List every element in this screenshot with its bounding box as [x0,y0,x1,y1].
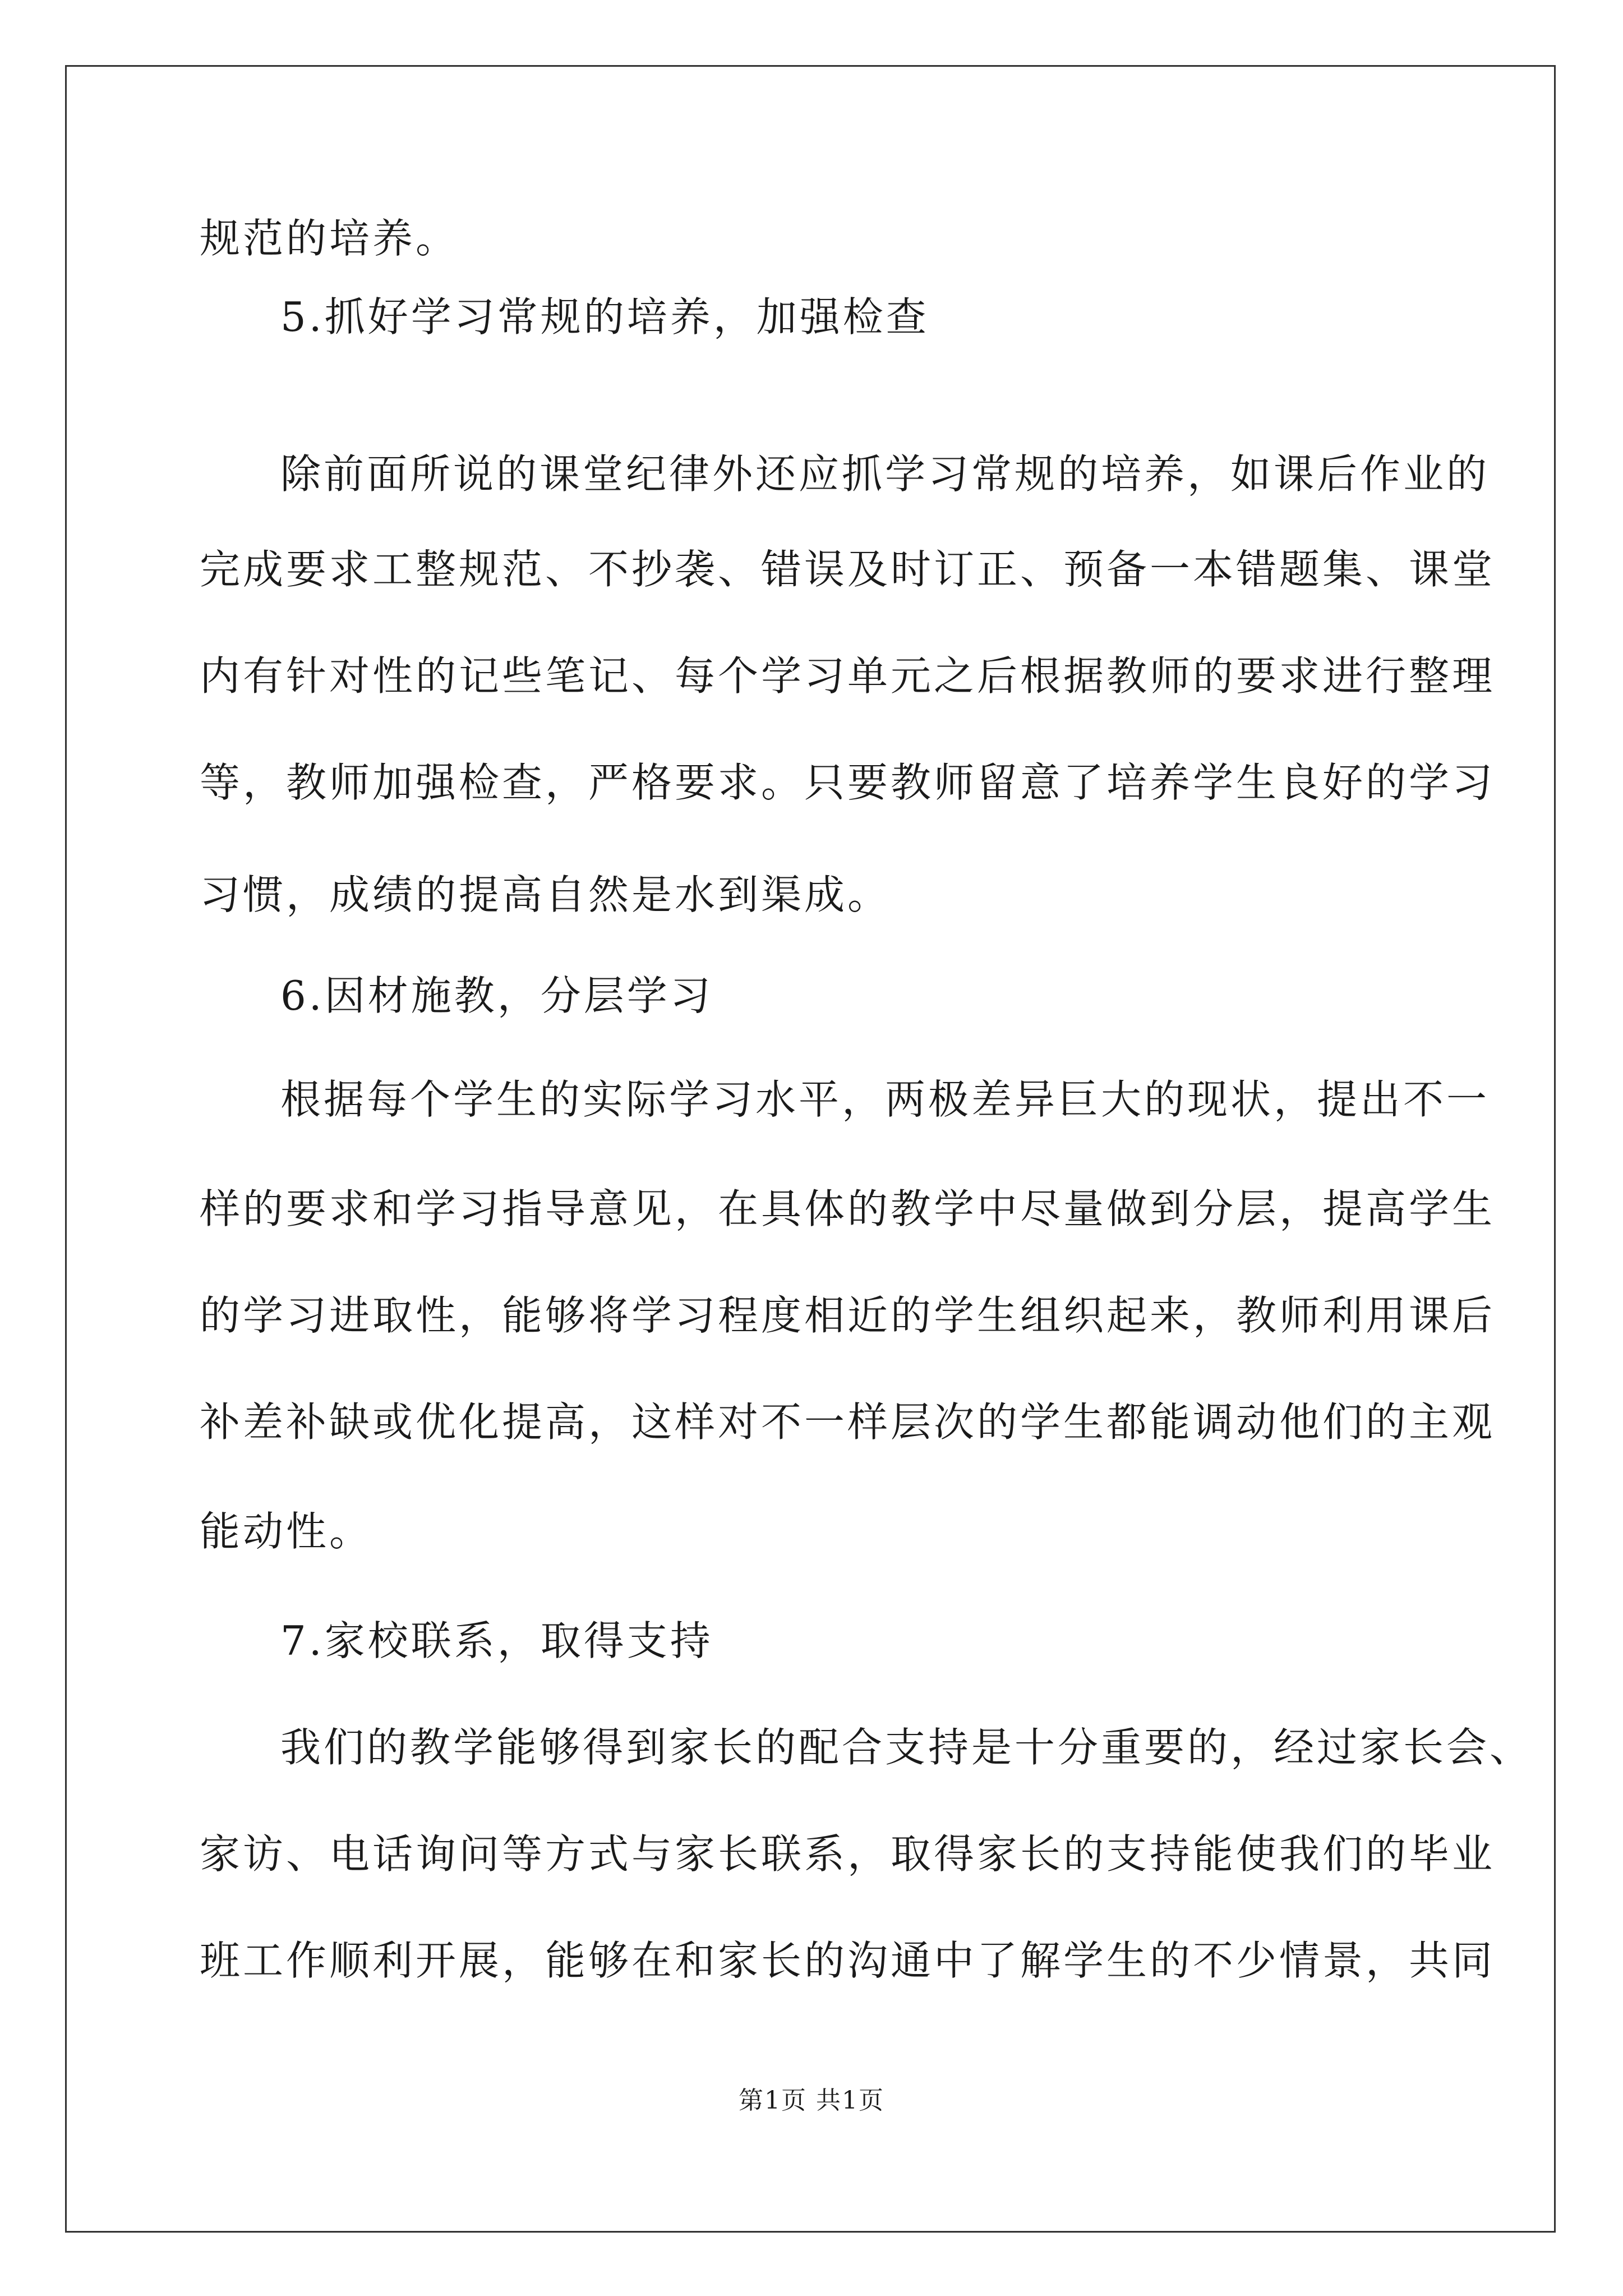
section-heading-7: 7.家校联系，取得支持 [280,1617,713,1664]
section-heading-6: 6.因材施教，分层学习 [280,972,713,1019]
text-line: 的学习进取性，能够将学习程度相近的学生组织起来，教师利用课后 [200,1292,1496,1339]
text-line: 完成要求工整规范、不抄袭、错误及时订正、预备一本错题集、课堂 [200,546,1496,593]
text-line: 内有针对性的记些笔记、每个学习单元之后根据教师的要求进行整理 [200,652,1496,700]
text-line: 补差补缺或优化提高，这样对不一样层次的学生都能调动他们的主观 [200,1398,1496,1446]
section-heading-5: 5.抓好学习常规的培养，加强检查 [280,293,929,341]
text-line: 班工作顺利开展，能够在和家长的沟通中了解学生的不少情景，共同 [200,1937,1496,1984]
text-line: 我们的教学能够得到家长的配合支持是十分重要的，经过家长会、 [280,1724,1533,1771]
text-line: 习惯，成绩的提高自然是水到渠成。 [200,871,891,918]
page-border [65,65,1556,2233]
text-line: 能动性。 [200,1508,373,1555]
page-footer: 第1页 共1页 [739,2086,884,2115]
text-line: 根据每个学生的实际学习水平，两极差异巨大的现状，提出不一 [280,1076,1490,1123]
text-line: 家访、电话询问等方式与家长联系，取得家长的支持能使我们的毕业 [200,1830,1496,1878]
text-line: 样的要求和学习指导意见，在具体的教学中尽量做到分层，提高学生 [200,1185,1496,1232]
text-line: 等，教师加强检查，严格要求。只要教师留意了培养学生良好的学习 [200,759,1496,806]
text-line: 规范的培养。 [200,215,459,262]
text-line: 除前面所说的课堂纪律外还应抓学习常规的培养，如课后作业的 [280,450,1490,498]
